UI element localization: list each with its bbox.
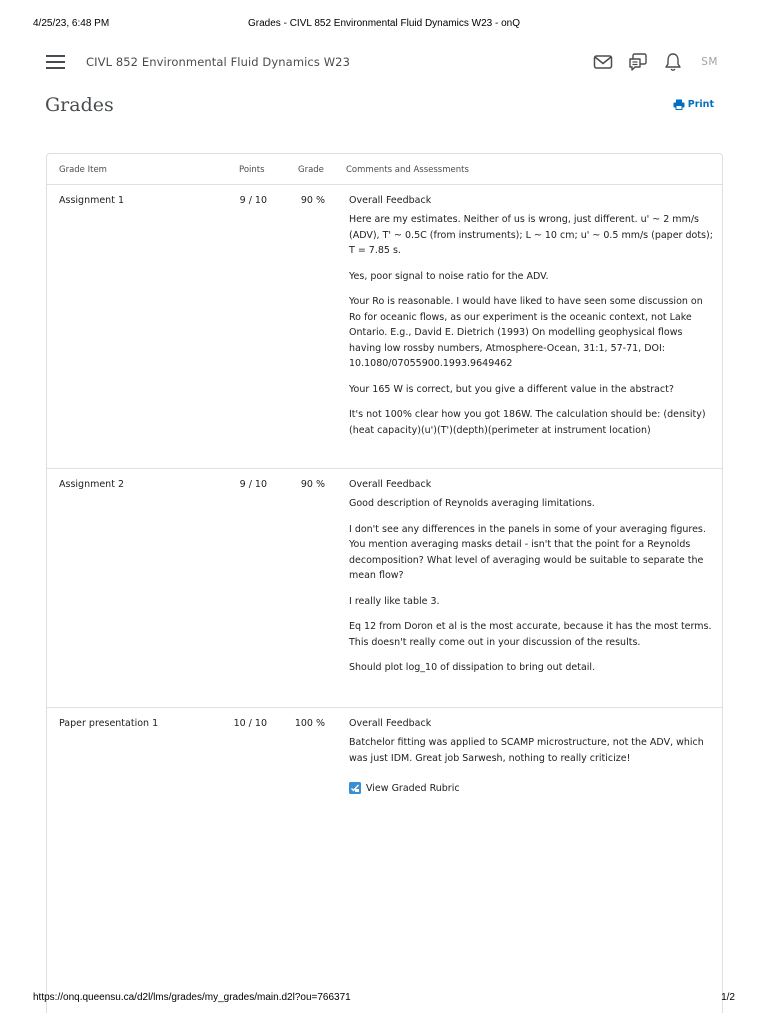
grade-item-name: Assignment 2 bbox=[59, 479, 124, 490]
feedback-paragraph: Your Ro is reasonable. I would have liked to have seen some discussion on Ro for oceanic flows, as our experiment is the oceanic context, not Lake Ontario. E.g., David E. Dietrich (1993) On modelling geophysical flows having low rossby numbers, Atmosphere-Ocean, 31:1, 57-71, DOI: 10.1080/07055900.1993.9649462 bbox=[349, 296, 703, 369]
feedback-title: Overall Feedback bbox=[349, 195, 432, 206]
grades-table bbox=[46, 153, 723, 1013]
page-title: Grades bbox=[45, 94, 114, 116]
comments-cell bbox=[349, 195, 713, 448]
print-button[interactable] bbox=[673, 99, 714, 110]
table-header bbox=[47, 154, 722, 185]
feedback-paragraph: Eq 12 from Doron et al is the most accurate, because it has the most terms. This doesn't really come out in your discussion of the results. bbox=[349, 621, 712, 648]
printer-icon bbox=[673, 99, 685, 110]
table-row bbox=[47, 185, 722, 469]
navbar bbox=[0, 48, 768, 78]
grade-item-name: Paper presentation 1 bbox=[59, 718, 159, 729]
feedback-paragraph: Good description of Reynolds averaging limitations. bbox=[349, 498, 595, 509]
feedback-paragraph: Should plot log_10 of dissipation to bring out detail. bbox=[349, 662, 596, 673]
print-date: 4/25/23, 6:48 PM bbox=[33, 18, 110, 29]
comments-cell bbox=[349, 718, 713, 794]
grade-points: 9 / 10 bbox=[239, 479, 267, 490]
table-row bbox=[47, 708, 722, 1008]
feedback-title: Overall Feedback bbox=[349, 718, 432, 729]
comments-cell bbox=[349, 479, 713, 686]
user-avatar[interactable]: SM bbox=[701, 56, 718, 68]
grade-points: 9 / 10 bbox=[239, 195, 267, 206]
feedback-paragraph: Yes, poor signal to noise ratio for the ADV. bbox=[349, 270, 549, 282]
feedback-paragraph: It's not 100% clear how you got 186W. The calculation should be: (density)(heat capacity)(u')(T')(depth)(perimeter at instrument location) bbox=[349, 409, 706, 436]
header-grade: Grade bbox=[298, 165, 324, 175]
rubric-icon bbox=[349, 782, 361, 794]
feedback-paragraph: Batchelor fitting was applied to SCAMP microstructure, not the ADV, which was just IDM. Great job Sarwesh, nothing to really criticize! bbox=[349, 737, 704, 764]
feedback-paragraph: Here are my estimates. Neither of us is wrong, just different. u' ~ 2 mm/s (ADV), T' ~ 0.5C (from instruments); L ~ 10 cm; u' ~ 0.5 mm/s (paper dots); T = 7.85 s. bbox=[349, 214, 713, 256]
menu-icon[interactable] bbox=[46, 55, 66, 71]
grade-percent: 100 % bbox=[294, 718, 325, 729]
print-label: Print bbox=[687, 99, 714, 110]
print-footer bbox=[0, 992, 768, 1006]
feedback-paragraph: I don't see any differences in the panels in some of your averaging figures. You mention averaging masks detail - isn't that the point for a Reynolds decomposition? What level of averaging would be suitable to separate the mean flow? bbox=[349, 523, 706, 581]
mail-icon[interactable] bbox=[592, 51, 614, 73]
grade-percent: 90 % bbox=[300, 479, 325, 490]
print-title: Grades - CIVL 852 Environmental Fluid Dynamics W23 - onQ bbox=[248, 18, 520, 29]
bell-icon[interactable] bbox=[662, 51, 684, 73]
grade-percent: 90 % bbox=[300, 195, 325, 206]
nav-icons bbox=[579, 50, 718, 74]
chat-icon[interactable] bbox=[627, 51, 649, 73]
rubric-link-label: View Graded Rubric bbox=[366, 782, 460, 794]
course-title[interactable]: CIVL 852 Environmental Fluid Dynamics W23 bbox=[86, 55, 351, 69]
header-comments: Comments and Assessments bbox=[346, 165, 469, 175]
feedback-paragraph: Your 165 W is correct, but you give a different value in the abstract? bbox=[349, 383, 674, 395]
table-row bbox=[47, 469, 722, 708]
header-grade-item: Grade Item bbox=[59, 165, 107, 175]
feedback-paragraph: I really like table 3. bbox=[349, 595, 440, 607]
feedback-title: Overall Feedback bbox=[349, 479, 432, 490]
view-graded-rubric-link[interactable] bbox=[349, 782, 713, 794]
grade-item-name: Assignment 1 bbox=[59, 195, 124, 206]
print-page-number: 1/2 bbox=[721, 992, 735, 1003]
print-url: https://onq.queensu.ca/d2l/lms/grades/my_grades/main.d2l?ou=766371 bbox=[33, 992, 351, 1003]
grade-points: 10 / 10 bbox=[233, 718, 267, 729]
header-points: Points bbox=[239, 165, 265, 175]
print-header bbox=[0, 18, 768, 32]
